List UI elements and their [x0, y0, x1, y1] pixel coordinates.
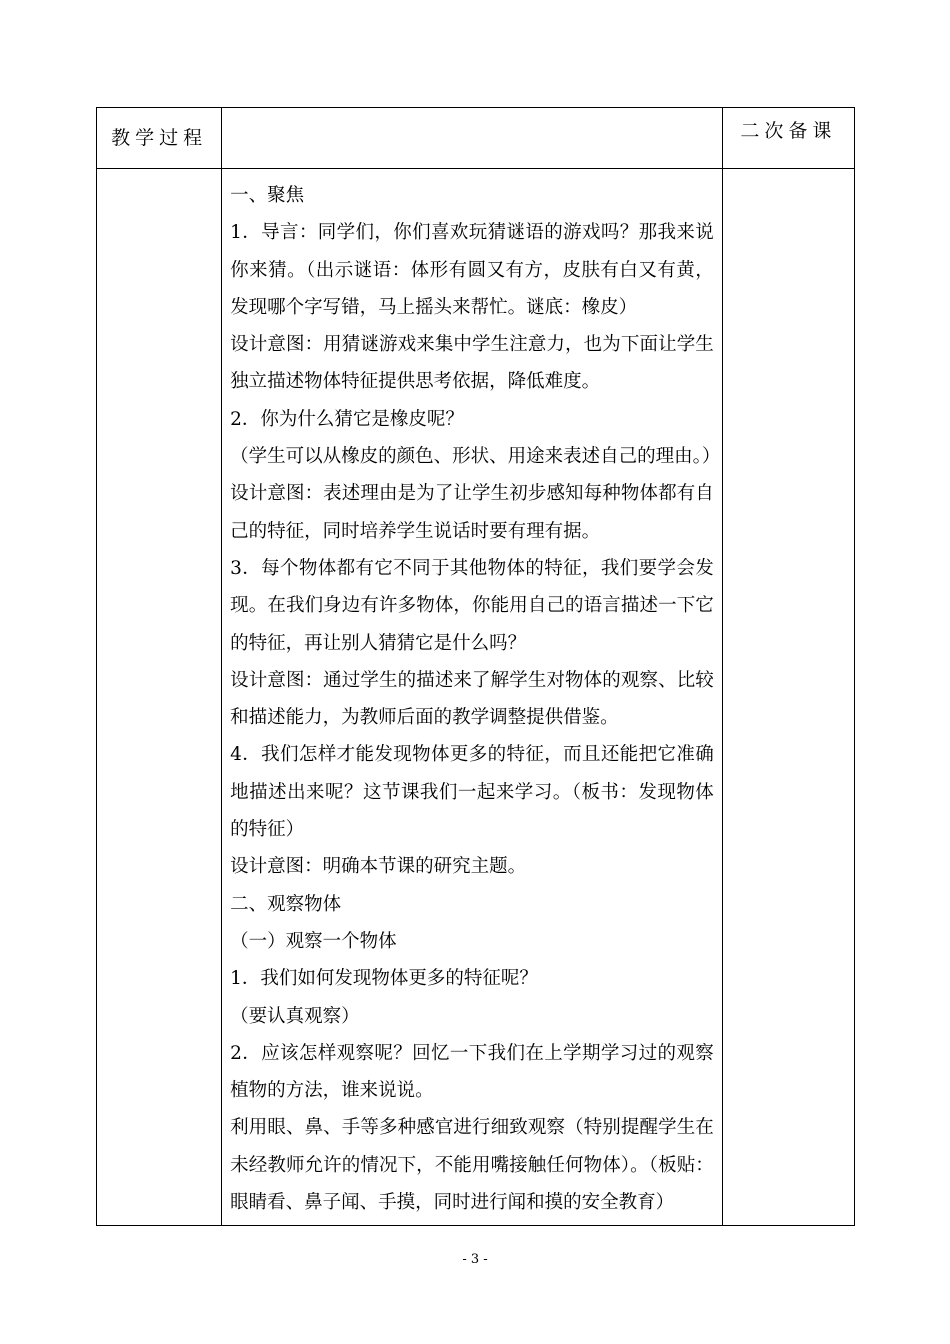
- content-paragraph: 2．你为什么猜它是橡皮呢？: [230, 408, 464, 430]
- content-header-cell: [222, 108, 723, 169]
- left-empty-cell: [97, 169, 222, 1226]
- second-preparation-cell: [722, 169, 854, 1226]
- content-paragraph: （要认真观察）: [230, 1005, 360, 1027]
- second-preparation-header: 二次备课: [722, 108, 854, 169]
- content-paragraph: （一）观察一个物体: [230, 930, 397, 952]
- content-paragraph: 二、观察物体: [230, 893, 342, 915]
- lesson-plan-table: [96, 107, 855, 1226]
- content-paragraph: 4．我们怎样才能发现物体更多的特征，而且还能把它准确地描述出来呢？这节课我们一起来学习。（板书：发现物体的特征）: [230, 744, 714, 841]
- table-body-row: [97, 169, 855, 1226]
- content-paragraph: 1．导言：同学们，你们喜欢玩猜谜语的游戏吗？那我来说你来猜。（出示谜语：体形有圆又有方，皮肤有白又有黄，发现哪个字写错，马上摇头来帮忙。谜底：橡皮）: [230, 222, 714, 318]
- content-paragraph: （学生可以从橡皮的颜色、形状、用途来表述自己的理由。）: [230, 446, 721, 468]
- page-number: - 3 -: [462, 1252, 488, 1267]
- lesson-content-cell: [222, 169, 723, 1226]
- content-paragraph: 2．应该怎样观察呢？回忆一下我们在上学期学习过的观察植物的方法，谁来说说。: [230, 1042, 714, 1102]
- content-paragraph: 3．每个物体都有它不同于其他物体的特征，我们要学会发现。在我们身边有许多物体，你能用自己的语言描述一下它的特征，再让别人猜猜它是什么吗？: [230, 557, 714, 654]
- content-paragraph: 设计意图：明确本节课的研究主题。: [230, 856, 527, 878]
- content-paragraph: 利用眼、鼻、手等多种感官进行细致观察（特别提醒学生在未经教师允许的情况下，不能用嘴接触任何物体）。（板贴：眼睛看、鼻子闻、手摸，同时进行闻和摸的安全教育）: [230, 1117, 714, 1214]
- content-paragraph: 设计意图：通过学生的描述来了解学生对物体的观察、比较和描述能力，为教师后面的教学调整提供借鉴。: [230, 669, 714, 729]
- teaching-process-header: 教学过程: [97, 108, 222, 169]
- content-paragraph: 设计意图：表述理由是为了让学生初步感知每种物体都有自己的特征，同时培养学生说话时要有理有据。: [230, 483, 714, 542]
- table-header-row: [97, 108, 855, 169]
- content-paragraph: 一、聚焦: [230, 185, 305, 206]
- content-paragraph: 1．我们如何发现物体更多的特征呢？: [230, 968, 538, 990]
- content-paragraph: 设计意图：用猜谜游戏来集中学生注意力，也为下面让学生独立描述物体特征提供思考依据，降低难度。: [230, 334, 714, 393]
